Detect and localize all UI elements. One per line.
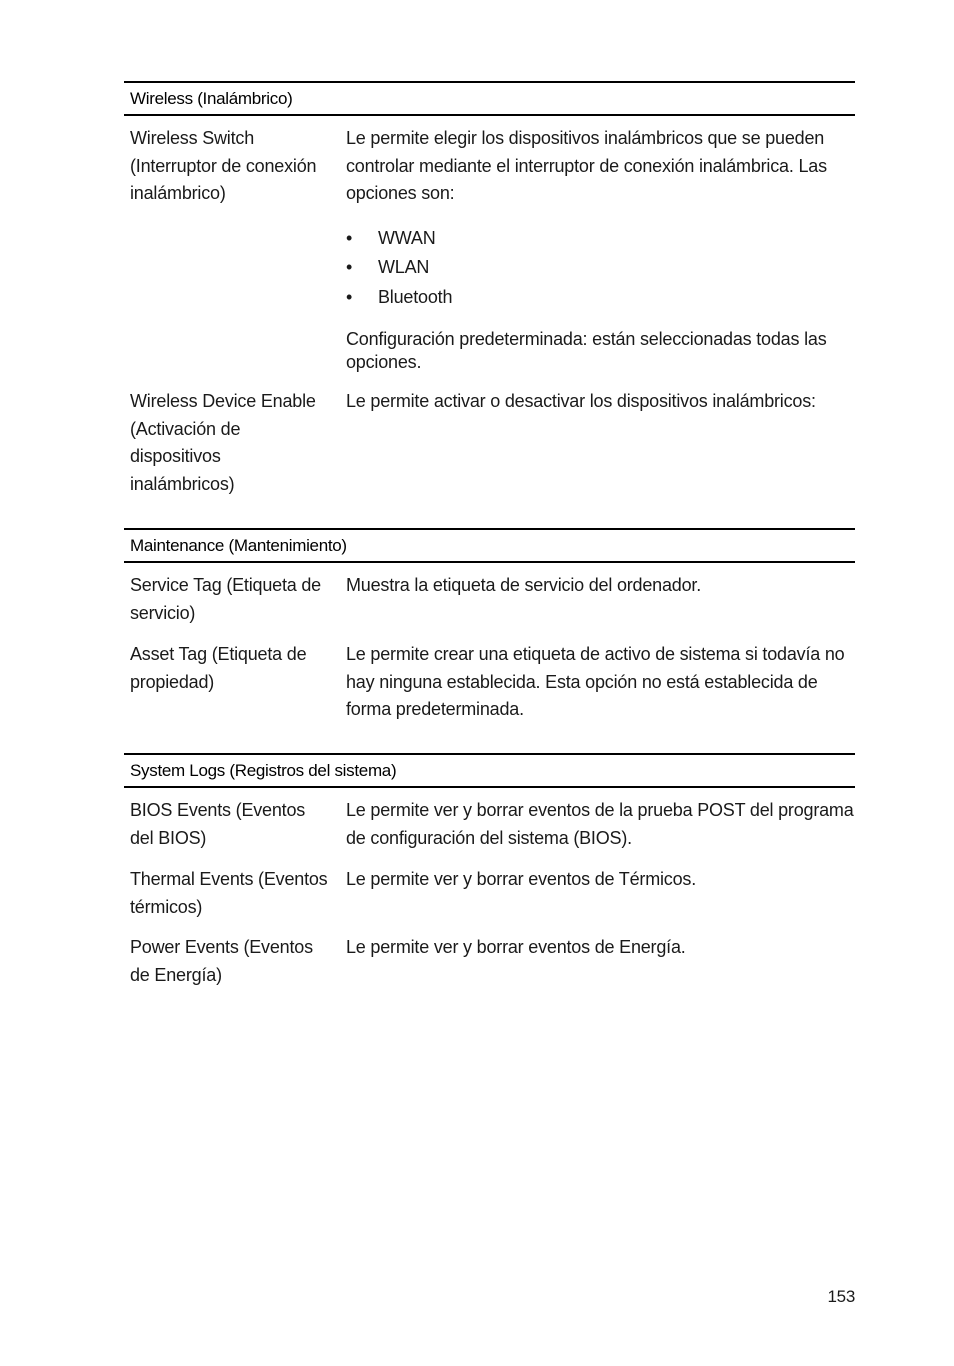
default-note: Configuración predeterminada: están seleccionadas todas las opciones. [346,329,827,372]
section-title: System Logs (Registros del sistema) [124,753,855,788]
section-title: Maintenance (Mantenimiento) [124,528,855,563]
list-item [346,283,854,313]
option-label: WWAN [378,227,436,248]
row-description-block [346,125,854,374]
row-description: Le permite activar o desactivar los dispositivos inalámbricos: [346,391,816,411]
row-label: BIOS Events (Eventos del BIOS) [130,800,306,848]
bullet-icon: • [346,227,353,248]
bullet-icon: • [346,257,353,277]
row-description: Le permite elegir los dispositivos inalámbricos que se pueden controlar mediante el interruptor de conexión inalámbrica. Las opciones son: [346,128,827,203]
row-description: Le permite crear una etiqueta de activo de sistema si todavía no hay ninguna establecida. Esta opción no está establecida de forma predeterminada. [346,644,845,719]
option-label: WLAN [378,257,430,277]
row-label: Asset Tag (Etiqueta de propiedad) [130,644,307,692]
section-maintenance [124,528,855,719]
section-wireless [124,81,855,494]
row-label: Power Events (Eventos de Energía) [130,937,313,985]
bullet-icon: • [346,286,353,307]
row-label: Wireless Device Enable (Activación de dispositivos inalámbricos) [130,391,316,494]
list-item [346,224,854,254]
option-label: Bluetooth [378,286,453,307]
row-description: Le permite ver y borrar eventos de la prueba POST del programa de configuración del sistema (BIOS). [346,800,854,848]
row-label: Thermal Events (Eventos térmicos) [130,869,328,917]
row-label: Wireless Switch (Interruptor de conexión inalámbrico) [130,128,317,203]
list-item [346,253,854,283]
section-system-logs [124,753,855,985]
page-number: 153 [827,1287,855,1306]
row-description: Le permite ver y borrar eventos de Energía. [346,937,686,957]
row-description: Le permite ver y borrar eventos de Térmicos. [346,869,697,889]
options-list [346,224,854,313]
section-title: Wireless (Inalámbrico) [124,81,855,116]
row-description: Muestra la etiqueta de servicio del ordenador. [346,575,702,595]
row-label: Service Tag (Etiqueta de servicio) [130,575,321,623]
